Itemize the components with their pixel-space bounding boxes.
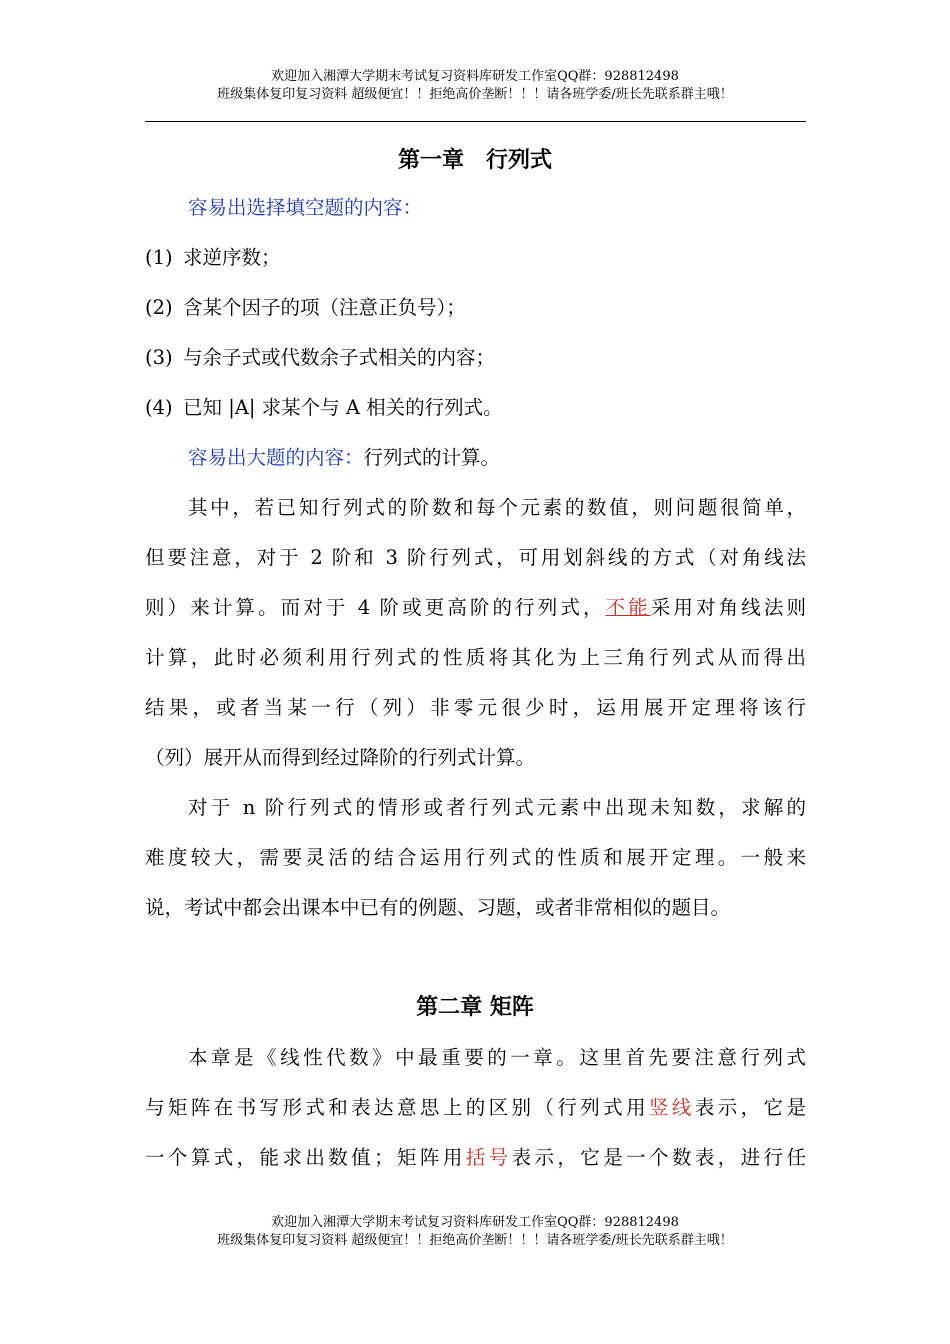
paragraph-line: 结果，或者当某一行（列）非零元很少时，运用展开定理将该行	[145, 696, 806, 719]
emphasis-vertical-bars: 竖线	[649, 1096, 695, 1119]
paragraph-line: 说，考试中都会出课本中已有的例题、习题，或者非常相似的题目。	[145, 896, 731, 919]
paragraph-line: 计算，此时必须利用行列式的性质将其化为上三角行列式从而得出	[145, 646, 806, 669]
big-question-text: 行列式的计算。	[363, 446, 501, 469]
list-item	[145, 243, 806, 273]
chapter-1-title: 第一章 行列式	[397, 147, 552, 173]
chapter-2-title: 第二章 矩阵	[416, 994, 534, 1020]
paragraph-text: 表示，它是一个数表，进行任	[511, 1146, 806, 1169]
page-header	[0, 68, 950, 104]
big-question-label: 容易出大题的内容：	[188, 446, 364, 469]
list-item-text: 含某个因子的项（注意正负号）；	[183, 296, 466, 319]
paragraph-line: 本章是《线性代数》中最重要的一章。这里首先要注意行列式	[188, 1046, 806, 1069]
paragraph-text: 则）来计算。而对于 4 阶或更高阶的行列式，	[145, 596, 606, 619]
easy-choice-heading: 容易出选择填空题的内容：	[188, 196, 423, 219]
paragraph-line	[145, 1143, 806, 1173]
list-item-text: 求逆序数；	[183, 246, 281, 269]
header-line-2: 班级集体复印复习资料 超级便宜！！拒绝高价垄断！！！请各班学委/班长先联系群主哦！	[217, 87, 733, 102]
emphasis-brackets: 括号	[465, 1146, 512, 1169]
big-question-line	[188, 443, 806, 473]
paragraph-line: 难度较大，需要灵活的结合运用行列式的性质和展开定理。一般来	[145, 846, 806, 869]
list-item-number: (2)	[145, 296, 173, 319]
page-footer	[0, 1214, 950, 1250]
list-item	[145, 393, 806, 423]
footer-line-2: 班级集体复印复习资料 超级便宜！！拒绝高价垄断！！！请各班学委/班长先联系群主哦！	[217, 1233, 733, 1248]
paragraph-text: 与矩阵在书写形式和表达意思上的区别（行列式用	[145, 1096, 649, 1119]
paragraph-text: 一个算式，能求出数值；矩阵用	[145, 1146, 466, 1169]
paragraph-line: 但要注意，对于 2 阶和 3 阶行列式，可用划斜线的方式（对角线法	[145, 546, 806, 569]
list-item-text: 已知 |A| 求某个与 A 相关的行列式。	[183, 396, 503, 419]
footer-line-1: 欢迎加入湘潭大学期末考试复习资料库研发工作室QQ群：928812498	[271, 1215, 679, 1230]
list-item-number: (1)	[145, 246, 173, 269]
paragraph-text: 采用对角线法则	[650, 596, 806, 619]
list-item	[145, 293, 806, 323]
header-rule	[145, 121, 806, 122]
paragraph-text: 表示，它是	[694, 1096, 806, 1119]
paragraph-line	[145, 1093, 806, 1123]
paragraph-line: （列）展开从而得到经过降阶的行列式计算。	[145, 746, 536, 769]
list-item	[145, 343, 806, 373]
header-line-1: 欢迎加入湘潭大学期末考试复习资料库研发工作室QQ群：928812498	[271, 69, 679, 84]
paragraph-line: 其中，若已知行列式的阶数和每个元素的数值，则问题很简单，	[188, 496, 806, 519]
emphasis-not-allowed: 不能	[605, 596, 651, 619]
list-item-number: (3)	[145, 346, 173, 369]
list-item-text: 与余子式或代数余子式相关的内容；	[183, 346, 496, 369]
paragraph-line	[145, 593, 806, 623]
list-item-number: (4)	[145, 396, 173, 419]
paragraph-line: 对于 n 阶行列式的情形或者行列式元素中出现未知数，求解的	[188, 796, 806, 819]
